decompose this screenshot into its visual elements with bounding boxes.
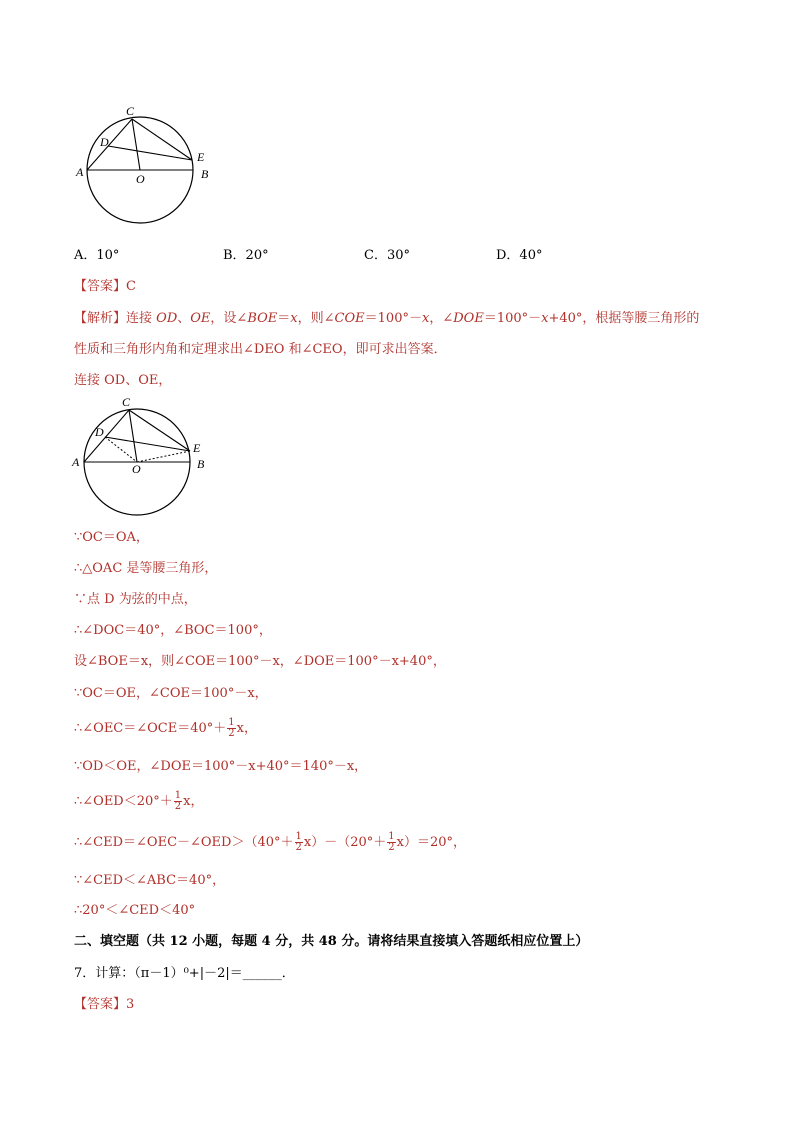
label-b: B xyxy=(197,457,205,471)
label-c: C xyxy=(122,395,131,409)
step-4: ∴∠DOC＝40°，∠BOC＝100°， xyxy=(74,623,272,638)
analysis-line-2: 性质和三角形内角和定理求出∠DEO 和∠CEO，即可求出答案． xyxy=(74,342,447,357)
label-o: O xyxy=(132,462,141,476)
label-b: B xyxy=(201,167,209,181)
option-c: C．30° xyxy=(364,248,410,263)
step-3: ∵点 D 为弦的中点， xyxy=(74,592,197,607)
step-9: ∴∠OED＜20°＋ $\frac{1}{2}$ x， xyxy=(74,790,204,812)
answer-line xyxy=(74,279,136,295)
step-6: ∵OC＝OE，∠COE＝100°－x， xyxy=(74,686,268,701)
label-e: E xyxy=(193,441,201,455)
step-5: 设∠BOE＝x，则∠COE＝100°－x，∠DOE＝100°－x+40°， xyxy=(74,654,446,669)
step-12: ∴20°＜∠CED＜40° xyxy=(74,903,196,918)
label-e: E xyxy=(197,150,205,164)
step-10: ∴∠CED＝∠OEC－∠OED＞（40°＋ $\frac{1}{2}$ x）－（20°＋ $\frac{1}{2}$ x）＝20°， xyxy=(74,831,467,853)
label-a: A xyxy=(76,165,84,179)
answer-value: C xyxy=(126,279,136,294)
fraction-half: $\frac{1}{2}$ xyxy=(228,717,235,739)
answer-tag: 【答案】 xyxy=(74,279,127,294)
step-1: ∵OC＝OA， xyxy=(74,530,149,545)
label-o: O xyxy=(136,172,145,186)
circle-figure-1 xyxy=(70,100,230,230)
option-d: D．40° xyxy=(496,248,543,263)
label-a: A xyxy=(72,455,80,469)
option-b: B．20° xyxy=(223,248,269,263)
fraction-half: $\frac{1}{2}$ xyxy=(174,790,182,812)
step-8: ∵OD＜OE，∠DOE＝100°－x+40°＝140°－x， xyxy=(74,759,368,774)
step-7: ∴∠OEC＝∠OCE＝40°＋ $\frac{1}{2}$ x， xyxy=(74,717,258,739)
option-a: A．10° xyxy=(74,248,120,263)
answer-line-7 xyxy=(74,997,134,1013)
circle-figure-2 xyxy=(66,394,226,524)
answer-value: 3 xyxy=(126,997,135,1012)
fraction-half: $\frac{1}{2}$ xyxy=(388,831,395,853)
question-7: 7．计算：（π－1）⁰+|－2|＝______． xyxy=(74,966,295,981)
answer-tag: 【答案】 xyxy=(74,997,127,1012)
analysis-line-3: 连接 OD、OE， xyxy=(74,373,172,388)
step-2: ∴△OAC 是等腰三角形， xyxy=(74,561,218,576)
fraction-half: $\frac{1}{2}$ xyxy=(295,831,302,853)
step-11: ∵∠CED＜∠ABC＝40°， xyxy=(74,873,226,888)
section-heading: 二、填空题（共 12 小题，每题 4 分，共 48 分。请将结果直接填入答题纸相应位置上） xyxy=(74,934,589,949)
analysis-line-1: 【解析】连接 OD、OE，设∠BOE＝x，则∠COE＝100°－x，∠DOE＝100°－x+40°，根据等腰三角形的 xyxy=(74,311,700,326)
label-d: D xyxy=(100,135,109,149)
label-d: D xyxy=(95,425,104,439)
label-c: C xyxy=(126,104,135,118)
